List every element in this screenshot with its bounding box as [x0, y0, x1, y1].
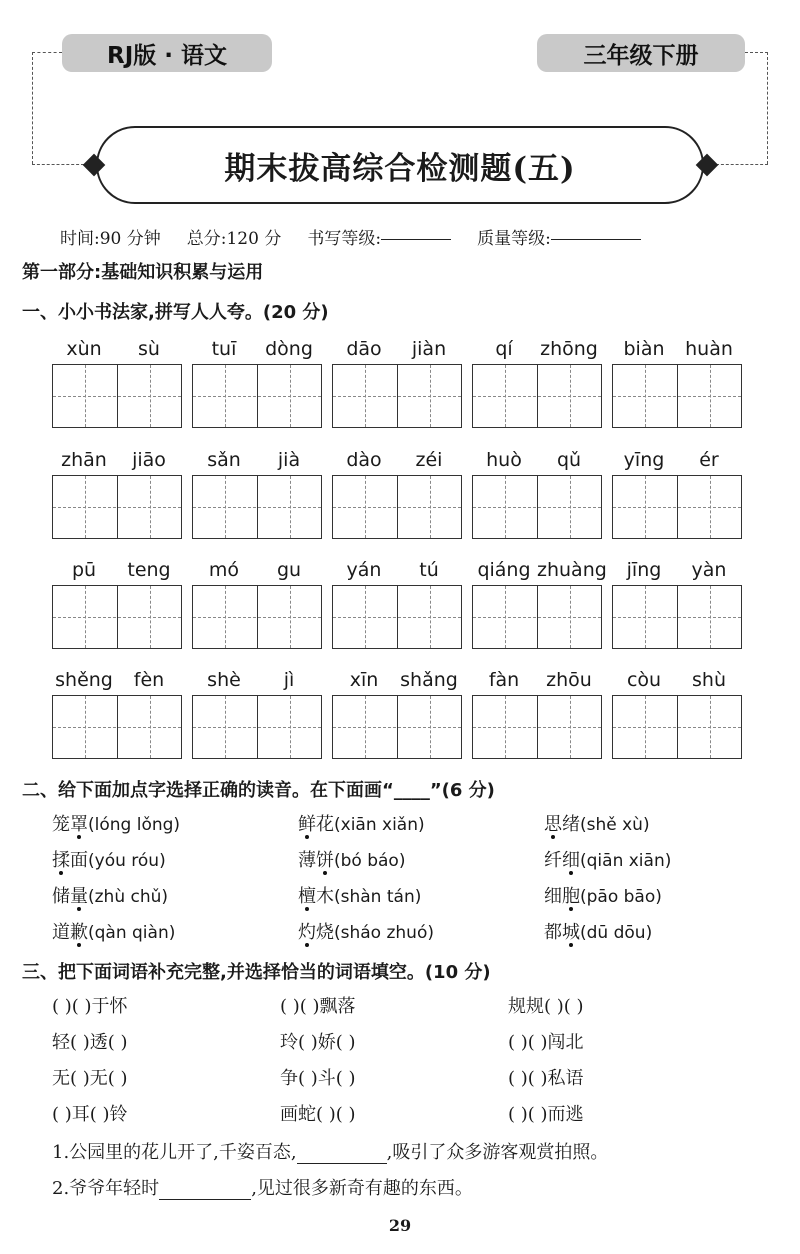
- emphasis-dot: [569, 907, 573, 911]
- pronunciation-item[interactable]: [52, 918, 175, 944]
- quality-grade-field[interactable]: [551, 224, 641, 240]
- pronunciation-item[interactable]: [544, 846, 671, 872]
- pinyin-label: tú: [419, 559, 439, 581]
- pinyin-options[interactable]: (lóng lǒng): [88, 815, 181, 835]
- writing-grid[interactable]: [612, 585, 742, 649]
- pinyin-label: tuī: [211, 338, 237, 360]
- pinyin-label: sù: [138, 338, 160, 360]
- writing-grade-field[interactable]: [381, 224, 451, 240]
- q2-heading: 二、给下面加点字选择正确的读音。在下面画“____”(6 分): [22, 780, 495, 801]
- grid-guide-line: [53, 507, 181, 508]
- pinyin-label: zhān: [61, 449, 107, 471]
- grid-guide-line: [613, 727, 741, 728]
- dashed-connector-left-bottom: [32, 164, 84, 165]
- word: 灼烧: [298, 922, 334, 943]
- sentence-2-part-b: ,见过很多新奇有趣的东西。: [251, 1178, 473, 1199]
- grid-guide-line: [613, 396, 741, 397]
- word: 储量: [52, 886, 88, 907]
- pinyin-label: xùn: [66, 338, 102, 360]
- pinyin-label: yàn: [691, 559, 727, 581]
- pinyin-label: huò: [486, 449, 522, 471]
- pinyin-label: shěng: [55, 669, 113, 691]
- pinyin-label: teng: [127, 559, 171, 581]
- grid-guide-line: [193, 396, 321, 397]
- writing-grade-label: 书写等级:: [307, 229, 382, 249]
- grid-guide-line: [193, 507, 321, 508]
- pinyin-label: xīn: [349, 669, 379, 691]
- idiom-blank-item[interactable]: 画蛇( )( ): [280, 1104, 356, 1125]
- writing-grid[interactable]: [612, 695, 742, 759]
- pinyin-options[interactable]: (shě xù): [580, 815, 650, 835]
- pinyin-label: shù: [692, 669, 726, 691]
- pronunciation-item[interactable]: [298, 846, 405, 872]
- grid-guide-line: [473, 617, 601, 618]
- pinyin-label: còu: [626, 669, 662, 691]
- word: 薄饼: [298, 850, 334, 871]
- page-number: 29: [388, 1216, 412, 1235]
- idiom-blank-item[interactable]: 规规( )( ): [508, 996, 584, 1017]
- writing-grid[interactable]: [192, 585, 322, 649]
- pinyin-options[interactable]: (pāo bāo): [580, 887, 662, 907]
- dashed-connector-right-vertical: [767, 52, 768, 164]
- idiom-blank-item[interactable]: 无( )无( ): [52, 1068, 128, 1089]
- pinyin-label: qí: [495, 338, 513, 360]
- pinyin-label: mó: [208, 559, 240, 581]
- word: 思绪: [544, 814, 580, 835]
- grid-guide-line: [333, 617, 461, 618]
- emphasis-dot: [77, 943, 81, 947]
- emphasis-dot: [305, 835, 309, 839]
- pronunciation-item[interactable]: [52, 810, 180, 836]
- edition-label: RJ版 · 语文: [62, 34, 272, 72]
- writing-grid[interactable]: [472, 475, 602, 539]
- dashed-connector-right-bottom: [716, 164, 768, 165]
- writing-grid[interactable]: [52, 585, 182, 649]
- sentence-2-part-a: 2.爷爷年轻时: [52, 1178, 160, 1199]
- pinyin-label: zhōng: [540, 338, 598, 360]
- pinyin-label: dào: [346, 449, 382, 471]
- pinyin-label: qiáng: [477, 559, 531, 581]
- word: 道歉: [52, 922, 88, 943]
- grid-guide-line: [613, 507, 741, 508]
- pinyin-label: qǔ: [556, 449, 582, 471]
- writing-grid[interactable]: [192, 695, 322, 759]
- sentence-2-blank[interactable]: [159, 1184, 251, 1200]
- pinyin-options[interactable]: (qàn qiàn): [88, 923, 176, 943]
- pinyin-label: jiāo: [132, 449, 166, 471]
- emphasis-dot: [305, 907, 309, 911]
- idiom-blank-item[interactable]: 争( )斗( ): [280, 1068, 356, 1089]
- pinyin-label: jiàn: [411, 338, 447, 360]
- exam-info: [60, 224, 641, 249]
- pinyin-label: fàn: [488, 669, 520, 691]
- writing-grid[interactable]: [612, 475, 742, 539]
- grid-guide-line: [473, 727, 601, 728]
- idiom-blank-item[interactable]: ( )( )私语: [508, 1068, 584, 1089]
- dashed-connector-right-top: [745, 52, 768, 53]
- pinyin-options[interactable]: (dū dōu): [580, 923, 653, 943]
- q1-heading: 一、小小书法家,拼写人人夸。(20 分): [22, 302, 329, 323]
- pinyin-label: shè: [207, 669, 241, 691]
- dashed-connector-left-vertical: [32, 52, 33, 164]
- part1-heading: 第一部分:基础知识积累与运用: [22, 262, 264, 283]
- emphasis-dot: [569, 943, 573, 947]
- writing-grid[interactable]: [472, 585, 602, 649]
- grid-guide-line: [333, 396, 461, 397]
- pinyin-label: jīng: [626, 559, 662, 581]
- emphasis-dot: [551, 835, 555, 839]
- word: 笼罩: [52, 814, 88, 835]
- pronunciation-item[interactable]: [298, 810, 425, 836]
- writing-grid[interactable]: [52, 364, 182, 428]
- pronunciation-item[interactable]: [52, 882, 168, 908]
- page-title: 期末拔高综合检测题(五): [224, 150, 576, 187]
- grid-guide-line: [193, 617, 321, 618]
- grid-guide-line: [473, 396, 601, 397]
- pinyin-label: jià: [277, 449, 301, 471]
- pinyin-options[interactable]: (xiān xiǎn): [334, 815, 425, 835]
- idiom-blank-item[interactable]: 轻( )透( ): [52, 1032, 128, 1053]
- emphasis-dot: [323, 871, 327, 875]
- pinyin-label: huàn: [685, 338, 733, 360]
- pinyin-label: pū: [71, 559, 97, 581]
- sentence-2: [52, 1174, 473, 1200]
- pinyin-label: ér: [699, 449, 719, 471]
- dashed-connector-left-top: [32, 52, 62, 53]
- title-banner: [96, 126, 704, 204]
- grid-guide-line: [613, 617, 741, 618]
- pinyin-options[interactable]: (qiān xiān): [580, 851, 672, 871]
- pinyin-label: fèn: [133, 669, 165, 691]
- pinyin-label: gu: [276, 559, 302, 581]
- pinyin-label: jì: [283, 669, 295, 691]
- writing-grid[interactable]: [332, 364, 462, 428]
- pinyin-label: zhōu: [546, 669, 592, 691]
- sentence-1-part-a: 1.公园里的花儿开了,千姿百态,: [52, 1142, 297, 1163]
- grid-guide-line: [193, 727, 321, 728]
- writing-grid[interactable]: [332, 695, 462, 759]
- grid-guide-line: [333, 727, 461, 728]
- emphasis-dot: [305, 943, 309, 947]
- time-label: 时间:90 分钟: [60, 229, 161, 249]
- pinyin-label: zhuàng: [537, 559, 607, 581]
- pronunciation-item[interactable]: [298, 918, 434, 944]
- pronunciation-item[interactable]: [544, 882, 662, 908]
- writing-grid[interactable]: [192, 364, 322, 428]
- pinyin-options[interactable]: (shàn tán): [334, 887, 422, 907]
- writing-grid[interactable]: [52, 475, 182, 539]
- emphasis-dot: [59, 871, 63, 875]
- pronunciation-item[interactable]: [298, 882, 421, 908]
- pinyin-options[interactable]: (zhù chǔ): [88, 887, 169, 907]
- pinyin-options[interactable]: (sháo zhuó): [334, 923, 434, 943]
- pinyin-label: shǎng: [400, 669, 458, 691]
- idiom-blank-item[interactable]: ( )耳( )铃: [52, 1104, 128, 1125]
- pinyin-options[interactable]: (bó báo): [334, 851, 406, 871]
- writing-grid[interactable]: [472, 695, 602, 759]
- idiom-blank-item[interactable]: ( )( )飘落: [280, 996, 356, 1017]
- writing-grid[interactable]: [472, 364, 602, 428]
- pronunciation-item[interactable]: [52, 846, 166, 872]
- writing-grid[interactable]: [192, 475, 322, 539]
- q3-heading: 三、把下面词语补充完整,并选择恰当的词语填空。(10 分): [22, 962, 491, 983]
- writing-grid[interactable]: [52, 695, 182, 759]
- idiom-blank-item[interactable]: 玲( )娇( ): [280, 1032, 356, 1053]
- pinyin-label: sǎn: [207, 449, 241, 471]
- pinyin-label: dāo: [346, 338, 382, 360]
- sentence-1-part-b: ,吸引了众多游客观赏拍照。: [386, 1142, 609, 1163]
- word: 檀木: [298, 886, 334, 907]
- sentence-1: [52, 1138, 608, 1164]
- idiom-blank-item[interactable]: ( )( )而逃: [508, 1104, 584, 1125]
- emphasis-dot: [569, 871, 573, 875]
- grid-guide-line: [333, 507, 461, 508]
- writing-grid[interactable]: [332, 475, 462, 539]
- pronunciation-item[interactable]: [544, 810, 650, 836]
- pinyin-label: dòng: [265, 338, 313, 360]
- grid-guide-line: [53, 396, 181, 397]
- pinyin-label: yán: [346, 559, 382, 581]
- writing-grid[interactable]: [612, 364, 742, 428]
- idiom-blank-item[interactable]: ( )( )于怀: [52, 996, 128, 1017]
- word: 纤细: [544, 850, 580, 871]
- grid-guide-line: [473, 507, 601, 508]
- emphasis-dot: [77, 835, 81, 839]
- writing-grid[interactable]: [332, 585, 462, 649]
- idiom-blank-item[interactable]: ( )( )闯北: [508, 1032, 584, 1053]
- grade-label: 三年级下册: [537, 34, 745, 72]
- word: 都城: [544, 922, 580, 943]
- word: 鲜花: [298, 814, 334, 835]
- pronunciation-item[interactable]: [544, 918, 652, 944]
- score-label: 总分:120 分: [186, 229, 282, 249]
- grid-guide-line: [53, 727, 181, 728]
- quality-grade-label: 质量等级:: [477, 229, 551, 249]
- word: 细胞: [544, 886, 580, 907]
- grid-guide-line: [53, 617, 181, 618]
- pinyin-options[interactable]: (yóu róu): [88, 851, 166, 871]
- word: 揉面: [52, 850, 88, 871]
- pinyin-label: zéi: [415, 449, 443, 471]
- emphasis-dot: [77, 907, 81, 911]
- sentence-1-blank[interactable]: [297, 1148, 387, 1164]
- pinyin-label: yīng: [623, 449, 665, 471]
- pinyin-label: biàn: [623, 338, 665, 360]
